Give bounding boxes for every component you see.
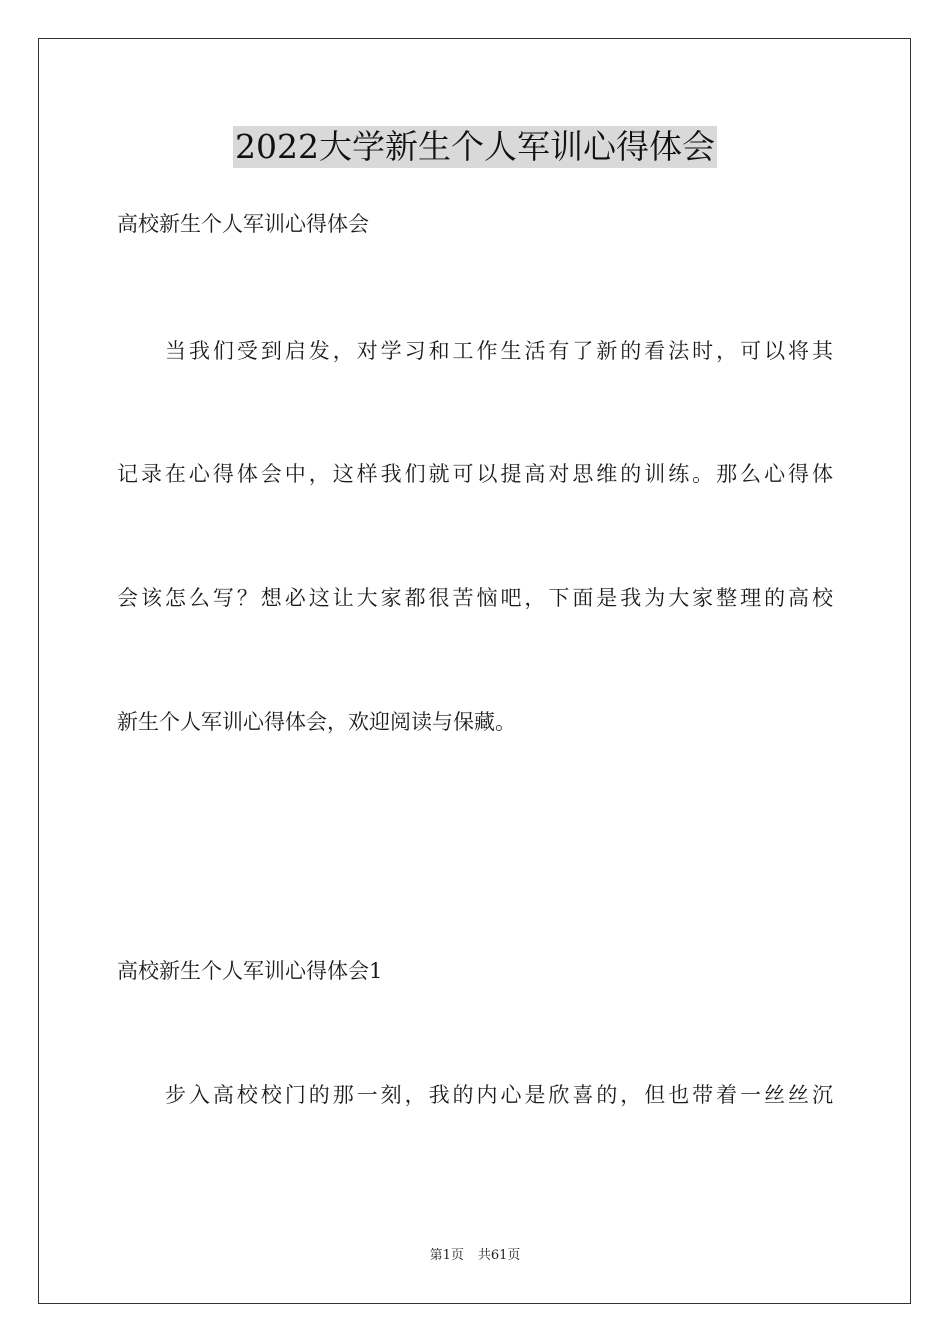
title-container	[0, 126, 950, 168]
paragraph-line: 会该怎么写？想必这让大家都很苦恼吧，下面是我为大家整理的高校	[117, 586, 833, 610]
page-number: 第1页	[429, 1248, 464, 1263]
page-total: 共61页	[477, 1248, 521, 1263]
page-footer	[0, 1247, 950, 1265]
paragraph-line: 步入高校校门的那一刻，我的内心是欣喜的，但也带着一丝丝沉	[165, 1083, 833, 1107]
section-heading-1: 高校新生个人军训心得体会1	[117, 959, 383, 983]
paragraph-line: 记录在心得体会中，这样我们就可以提高对思维的训练。那么心得体	[117, 462, 833, 486]
paragraph-line: 新生个人军训心得体会，欢迎阅读与保藏。	[117, 710, 516, 734]
document-title: 2022大学新生个人军训心得体会	[235, 127, 715, 166]
paragraph-line: 当我们受到启发，对学习和工作生活有了新的看法时，可以将其	[165, 339, 833, 363]
section-heading-intro: 高校新生个人军训心得体会	[117, 212, 369, 236]
